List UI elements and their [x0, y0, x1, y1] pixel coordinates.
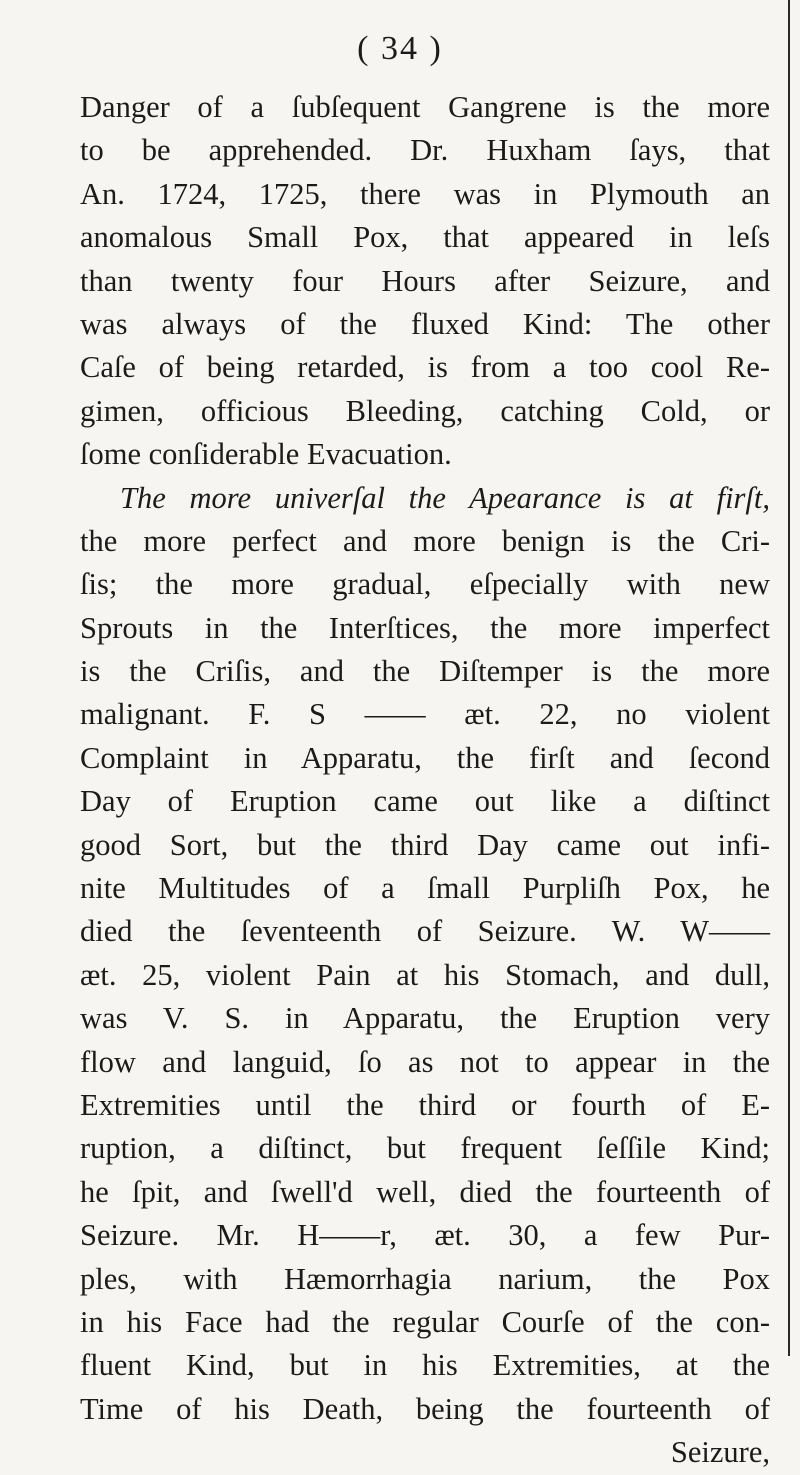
- text-line: ples, with Hæmorrhagia narium, the Pox: [80, 1261, 770, 1296]
- text-line: he ſpit, and ſwell'd well, died the fourteenth of: [80, 1174, 770, 1209]
- body-text: [80, 86, 770, 1475]
- text-line: An. 1724, 1725, there was in Plymouth an: [80, 176, 770, 211]
- text-line: The more univerſal the Apearance is at firſt,: [120, 480, 770, 515]
- text-line: malignant. F. S —— æt. 22, no violent: [80, 697, 770, 732]
- catchword: Seizure,: [670, 1435, 770, 1470]
- text-line: nite Multitudes of a ſmall Purpliſh Pox, he: [80, 871, 770, 906]
- text-line: ſis; the more gradual, eſpecially with new: [80, 567, 770, 602]
- text-line: Danger of a ſubſequent Gangrene is the more: [80, 90, 770, 124]
- text-line: Seizure. Mr. H——r, æt. 30, a few Pur-: [80, 1218, 770, 1253]
- text-line: ſome conſiderable Evacuation.: [80, 437, 452, 472]
- text-line: anomalous Small Pox, that appeared in leſs: [80, 220, 770, 255]
- text-line: died the ſeventeenth of Seizure. W. W——: [80, 914, 770, 949]
- text-line: the more perfect and more benign is the Cri-: [80, 523, 770, 558]
- text-line: ruption, a diſtinct, but frequent ſeſſile Kind;: [80, 1131, 770, 1166]
- text-line: Time of his Death, being the fourteenth of: [80, 1391, 770, 1426]
- text-line: æt. 25, violent Pain at his Stomach, and dull,: [80, 957, 770, 992]
- text-line: Sprouts in the Interſtices, the more imperfect: [80, 610, 770, 645]
- text-line: good Sort, but the third Day came out infi-: [80, 827, 770, 862]
- text-line: Day of Eruption came out like a diſtinct: [80, 784, 770, 819]
- text-line: Complaint in Apparatu, the firſt and ſecond: [80, 740, 770, 775]
- text-line: was V. S. in Apparatu, the Eruption very: [80, 1001, 770, 1036]
- text-line: gimen, officious Bleeding, catching Cold, or: [80, 393, 770, 428]
- text-line: in his Face had the regular Courſe of the con-: [80, 1304, 770, 1339]
- page-edge-rule: [788, 0, 790, 1356]
- text-line: than twenty four Hours after Seizure, and: [80, 263, 770, 298]
- page-number: ( 34 ): [357, 30, 443, 67]
- text-line: fluent Kind, but in his Extremities, at the: [80, 1348, 770, 1383]
- text-line: Caſe of being retarded, is from a too cool Re-: [80, 350, 770, 385]
- text-line: to be apprehended. Dr. Huxham ſays, that: [80, 133, 770, 168]
- text-line: flow and languid, ſo as not to appear in the: [80, 1044, 770, 1079]
- text-line: was always of the fluxed Kind: The other: [80, 306, 770, 341]
- text-line: Extremities until the third or fourth of E-: [80, 1087, 770, 1122]
- text-line: is the Criſis, and the Diſtemper is the more: [80, 654, 770, 689]
